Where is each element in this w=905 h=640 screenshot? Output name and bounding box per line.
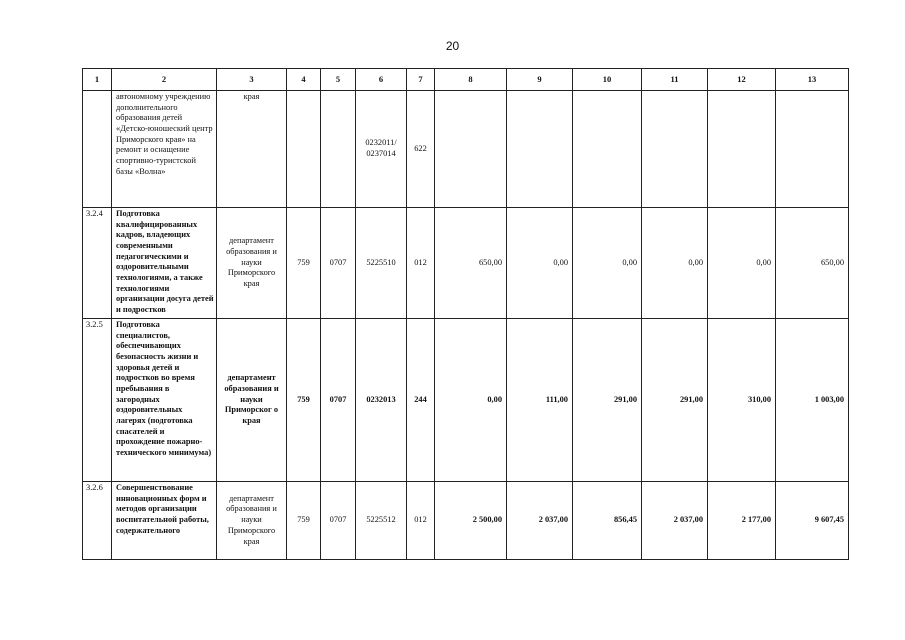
table-row bbox=[83, 91, 849, 208]
row-cell: 0232011/ 0237014 bbox=[356, 91, 407, 208]
row-cell: 9 607,45 bbox=[776, 482, 849, 560]
row-cell: 012 bbox=[407, 208, 435, 319]
row-name: Совершенствование инновационных форм и методов организации воспитательной работы, содержательного bbox=[112, 482, 217, 560]
row-cell: 2 037,00 bbox=[642, 482, 708, 560]
row-cell: 759 bbox=[287, 319, 321, 482]
row-cell: 2 177,00 bbox=[708, 482, 776, 560]
row-cell bbox=[435, 91, 507, 208]
row-cell bbox=[708, 91, 776, 208]
column-header: 5 bbox=[321, 69, 356, 91]
column-header: 7 bbox=[407, 69, 435, 91]
row-cell: 291,00 bbox=[573, 319, 642, 482]
row-cell: 5225510 bbox=[356, 208, 407, 319]
column-header: 9 bbox=[507, 69, 573, 91]
column-header: 13 bbox=[776, 69, 849, 91]
row-department: департамент образования и науки Приморског о края bbox=[217, 319, 287, 482]
table-header-row bbox=[83, 69, 849, 91]
row-cell bbox=[507, 91, 573, 208]
row-cell: 0,00 bbox=[573, 208, 642, 319]
row-cell: 650,00 bbox=[435, 208, 507, 319]
row-department: края bbox=[217, 91, 287, 208]
row-cell: 310,00 bbox=[708, 319, 776, 482]
row-cell: 0707 bbox=[321, 319, 356, 482]
row-cell: 0,00 bbox=[642, 208, 708, 319]
budget-table bbox=[82, 68, 849, 560]
row-number: 3.2.5 bbox=[83, 319, 112, 482]
row-cell: 291,00 bbox=[642, 319, 708, 482]
table-row bbox=[83, 208, 849, 319]
row-number: 3.2.6 bbox=[83, 482, 112, 560]
row-name: Подготовка квалифицированных кадров, владеющих современными педагогическими и оздоровительными технологиями, а также технологиями организации досуга детей и подростков bbox=[112, 208, 217, 319]
row-cell bbox=[321, 91, 356, 208]
column-header: 2 bbox=[112, 69, 217, 91]
column-header: 12 bbox=[708, 69, 776, 91]
row-cell: 5225512 bbox=[356, 482, 407, 560]
column-header: 4 bbox=[287, 69, 321, 91]
column-header: 11 bbox=[642, 69, 708, 91]
row-cell: 759 bbox=[287, 208, 321, 319]
row-cell: 0,00 bbox=[435, 319, 507, 482]
row-cell: 012 bbox=[407, 482, 435, 560]
row-number bbox=[83, 91, 112, 208]
row-cell: 0707 bbox=[321, 208, 356, 319]
row-cell bbox=[642, 91, 708, 208]
row-cell: 759 bbox=[287, 482, 321, 560]
row-cell: 2 500,00 bbox=[435, 482, 507, 560]
table-row bbox=[83, 482, 849, 560]
row-cell: 0,00 bbox=[507, 208, 573, 319]
page-number: 20 bbox=[445, 39, 460, 53]
table-row bbox=[83, 319, 849, 482]
row-cell: 1 003,00 bbox=[776, 319, 849, 482]
row-cell: 2 037,00 bbox=[507, 482, 573, 560]
row-cell bbox=[287, 91, 321, 208]
column-header: 10 bbox=[573, 69, 642, 91]
row-cell: 0,00 bbox=[708, 208, 776, 319]
column-header: 1 bbox=[83, 69, 112, 91]
row-name: автономному учреждению дополнительного образования детей «Детско-юношеский центр Приморского края» на ремонт и оснащение спортивно-туристской базы «Волна» bbox=[112, 91, 217, 208]
row-cell: 244 bbox=[407, 319, 435, 482]
row-cell: 622 bbox=[407, 91, 435, 208]
row-number: 3.2.4 bbox=[83, 208, 112, 319]
row-cell bbox=[573, 91, 642, 208]
column-header: 8 bbox=[435, 69, 507, 91]
row-cell: 856,45 bbox=[573, 482, 642, 560]
row-cell: 0232013 bbox=[356, 319, 407, 482]
row-cell: 0707 bbox=[321, 482, 356, 560]
row-department: департамент образования и науки Приморского края bbox=[217, 208, 287, 319]
row-cell: 650,00 bbox=[776, 208, 849, 319]
row-cell bbox=[776, 91, 849, 208]
row-name: Подготовка специалистов, обеспечивающих безопасность жизни и здоровья детей и подростков во время пребывания в загородных оздоровительных лагерях (подготовка спасателей и прохождение пожарно-технического минимума) bbox=[112, 319, 217, 482]
row-department: департамент образования и науки Приморского края bbox=[217, 482, 287, 560]
column-header: 6 bbox=[356, 69, 407, 91]
row-cell: 111,00 bbox=[507, 319, 573, 482]
column-header: 3 bbox=[217, 69, 287, 91]
